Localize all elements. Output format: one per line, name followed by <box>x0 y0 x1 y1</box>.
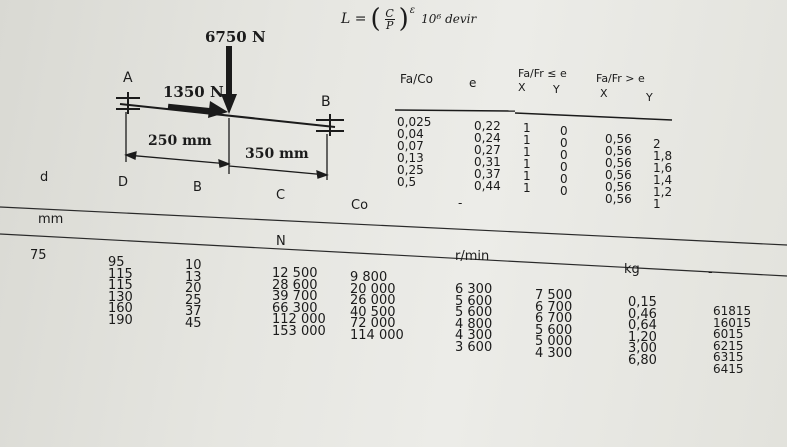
B-cell: 45 <box>185 315 202 331</box>
rpm1-cell: 3 600 <box>455 339 493 355</box>
y2-cell: 1,2 <box>653 185 673 199</box>
header-y2: Y <box>646 91 653 104</box>
D-cell: 190 <box>108 312 133 328</box>
C-cell: 153 000 <box>272 323 326 339</box>
kg-cell: 1,20 <box>628 329 657 345</box>
life-formula <box>341 6 476 32</box>
y2-cell: 2 <box>653 137 661 151</box>
bearing-b-label: B <box>321 94 331 110</box>
designation-cell: 16015 <box>713 315 752 330</box>
x2-cell: 0,56 <box>605 132 632 146</box>
designation-cell: 6215 <box>713 338 744 353</box>
e-column <box>474 120 501 192</box>
e-cell: 0,31 <box>474 155 501 169</box>
header-Co: Co <box>351 198 369 213</box>
B-cell: 10 <box>185 258 202 273</box>
Co-cell: 20 000 <box>350 281 396 297</box>
C-cell: 66 300 <box>272 300 318 316</box>
bearing-a-symbol <box>116 92 140 114</box>
x2-cell: 0,56 <box>605 192 632 206</box>
fa-co-cell: 0,07 <box>397 139 424 153</box>
formula-lhs: L = <box>341 11 367 27</box>
D-cell: 115 <box>108 266 133 282</box>
y1-cell: 0 <box>560 136 568 150</box>
kg-cell: 0,46 <box>628 306 657 322</box>
vertical-force-arrow <box>221 46 237 114</box>
rpm1-cell: 6 300 <box>455 282 493 297</box>
fa-co-cell: 0,13 <box>397 151 424 165</box>
y2-cell: 1 <box>653 197 661 211</box>
rpm2-cell: 6 700 <box>535 311 573 326</box>
C-cell: 12 500 <box>272 266 318 281</box>
bearing-table-rule-top <box>0 207 787 245</box>
dim-left-label: 250 mm <box>148 133 212 149</box>
rpm1-cell: 5 600 <box>455 293 493 309</box>
x1-cell: 1 <box>523 169 531 183</box>
rpm2-cell: 5 600 <box>535 322 573 338</box>
rpm2-cell: 7 500 <box>535 288 573 303</box>
x2-column <box>605 133 632 205</box>
rpm2-cell: 6 700 <box>535 299 573 315</box>
x2-cell: 0,56 <box>605 144 632 158</box>
kg-column <box>628 297 657 366</box>
designation-column <box>713 306 751 375</box>
B-cell: 13 <box>185 269 202 285</box>
formula-p: P <box>385 18 394 32</box>
header-d: d <box>40 170 49 185</box>
designation-cell: 6015 <box>713 327 744 341</box>
y2-cell: 1,4 <box>653 173 673 187</box>
header-kg: kg <box>624 262 640 277</box>
x2-cell: 0,56 <box>605 168 632 182</box>
x1-cell: 1 <box>523 181 531 195</box>
C-column <box>272 268 326 337</box>
e-cell: 0,44 <box>474 179 501 193</box>
e-cell: 0,24 <box>474 131 501 145</box>
x2-cell: 0,56 <box>605 180 632 194</box>
y2-cell: 1,6 <box>653 161 673 175</box>
fa-co-cell: 0,5 <box>397 175 417 189</box>
fa-co-cell: 0,04 <box>397 127 424 141</box>
x1-cell: 1 <box>523 121 531 135</box>
load-table-rule <box>395 110 515 111</box>
header-cond2: Fa/Fr > e <box>596 72 645 85</box>
header-e: e <box>469 76 477 90</box>
rpm-oil-column <box>535 290 572 359</box>
formula-c: C <box>385 6 394 20</box>
rpm2-cell: 4 300 <box>535 345 573 361</box>
vertical-load-label: 6750 N <box>205 28 266 46</box>
header-rmin: r/min <box>455 249 490 264</box>
x1-cell: 1 <box>523 157 531 171</box>
y1-cell: 0 <box>560 172 568 186</box>
y1-cell: 0 <box>560 160 568 174</box>
kg-cell: 3,00 <box>628 341 657 356</box>
header-D: D <box>118 175 129 190</box>
rpm1-cell: 4 300 <box>455 328 493 343</box>
C-cell: 28 600 <box>272 277 318 293</box>
load-table-rule-right <box>515 113 672 120</box>
D-column <box>108 257 133 326</box>
header-dash: - <box>708 265 713 280</box>
rpm-grease-column <box>455 284 492 353</box>
fa-co-column <box>397 116 431 188</box>
header-y1: Y <box>553 83 560 96</box>
B-cell: 25 <box>185 292 202 308</box>
kg-cell: 6,80 <box>628 352 657 368</box>
y1-cell: 0 <box>560 184 568 198</box>
Co-cell: 26 000 <box>350 293 396 308</box>
formula-paren-open: ( <box>370 4 381 34</box>
header-x2: X <box>600 87 608 100</box>
e-cell: 0,27 <box>474 143 501 157</box>
formula-paren-close: ) <box>398 4 409 34</box>
y2-cell: 1,8 <box>653 149 673 163</box>
formula-tail: 10⁶ devir <box>421 12 477 26</box>
kg-cell: 0,64 <box>628 318 657 333</box>
y1-cell: 0 <box>560 148 568 162</box>
Co-column <box>350 272 404 341</box>
y1-column <box>560 125 568 197</box>
bearing-a-label: A <box>123 70 133 86</box>
y1-cell: 0 <box>560 124 568 138</box>
designation-cell: 6415 <box>713 361 744 376</box>
e-cell: 0,37 <box>474 167 501 181</box>
Co-cell: 114 000 <box>350 327 404 343</box>
designation-cell: 6315 <box>713 350 744 364</box>
B-cell: 20 <box>185 281 202 296</box>
rpm1-cell: 5 600 <box>455 305 493 320</box>
formula-fraction <box>385 8 395 31</box>
C-cell: 112 000 <box>272 312 326 327</box>
horizontal-load-label: 1350 N <box>163 83 224 101</box>
D-cell: 95 <box>108 255 125 270</box>
header-C: C <box>276 188 286 203</box>
Co-cell: 9 800 <box>350 270 388 285</box>
x1-cell: 1 <box>523 145 531 159</box>
B-column <box>185 260 202 329</box>
header-mm: mm <box>38 212 64 227</box>
rpm1-cell: 4 800 <box>455 316 493 332</box>
kg-cell: 0,15 <box>628 295 657 310</box>
d-cell: 75 <box>30 248 47 263</box>
dash-mark: - <box>458 196 463 210</box>
D-cell: 130 <box>108 289 133 305</box>
designation-cell: 61815 <box>713 304 752 318</box>
Co-cell: 72 000 <box>350 316 396 331</box>
fa-co-cell: 0,25 <box>397 163 424 177</box>
x1-cell: 1 <box>523 133 531 147</box>
C-cell: 39 700 <box>272 289 318 304</box>
D-cell: 115 <box>108 278 133 293</box>
header-cond1: Fa/Fr ≤ e <box>518 67 567 80</box>
Co-cell: 40 500 <box>350 304 396 320</box>
header-x1: X <box>518 81 526 94</box>
formula-exponent: ε <box>409 4 416 16</box>
header-B: B <box>193 180 202 195</box>
d-column <box>30 250 47 262</box>
B-cell: 37 <box>185 304 202 319</box>
dim-right-label: 350 mm <box>245 146 309 162</box>
D-cell: 160 <box>108 301 133 316</box>
header-N: N <box>276 234 286 249</box>
y2-column <box>653 138 672 210</box>
fa-co-cell: 0,025 <box>397 115 432 129</box>
header-fa-co: Fa/Co <box>400 72 433 86</box>
rpm2-cell: 5 000 <box>535 334 573 349</box>
e-cell: 0,22 <box>474 119 501 133</box>
x1-column <box>523 122 531 194</box>
x2-cell: 0,56 <box>605 156 632 170</box>
